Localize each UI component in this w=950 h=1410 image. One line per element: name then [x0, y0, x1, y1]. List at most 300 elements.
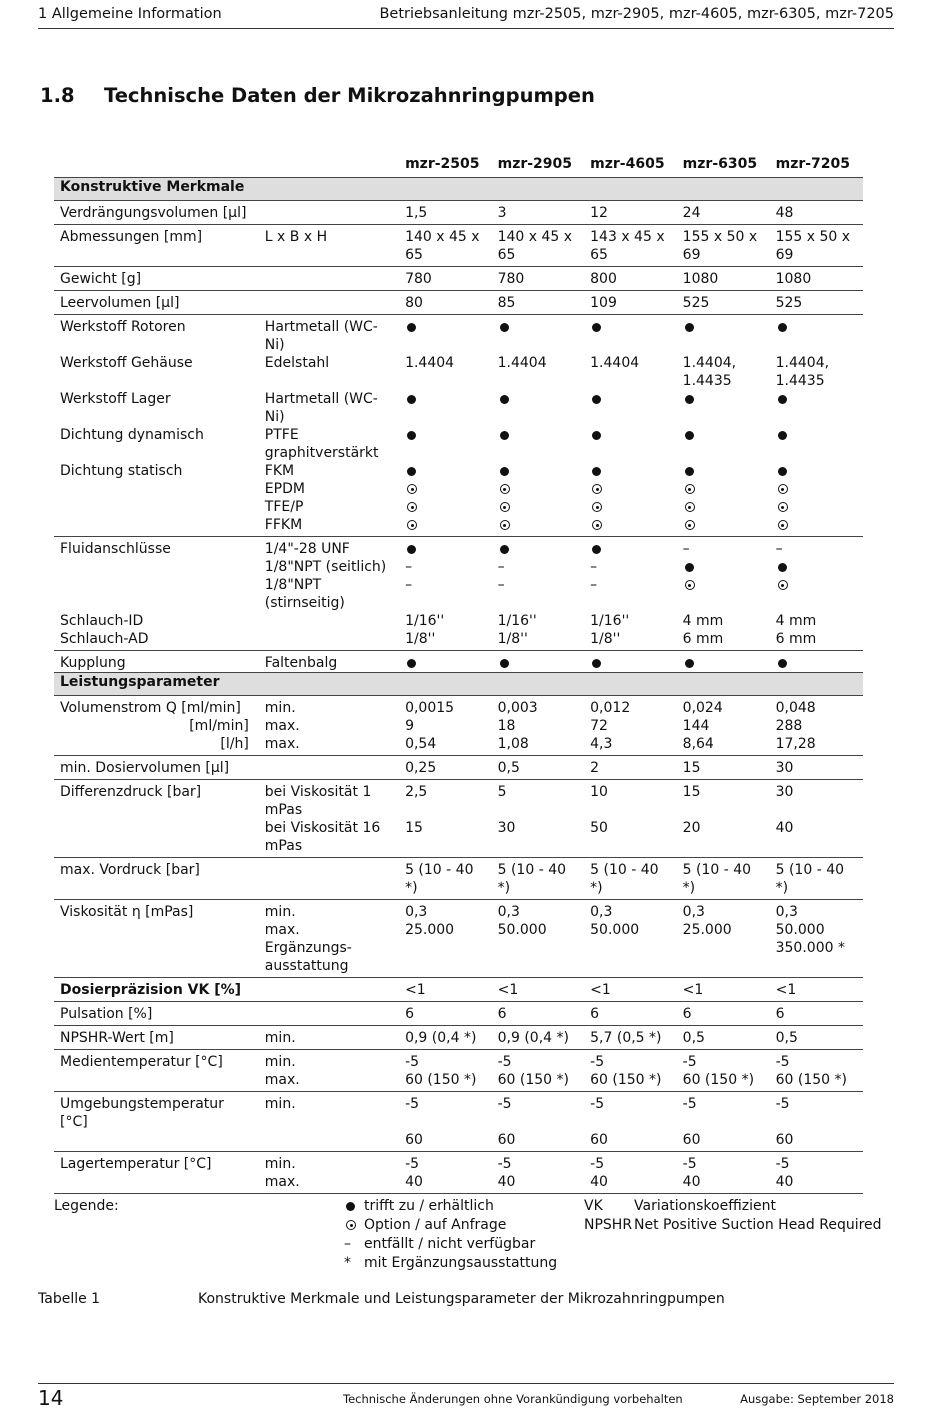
- value-cell: 4 mm: [682, 613, 724, 629]
- filled-dot-icon: [685, 431, 694, 440]
- circled-dot-icon: [592, 484, 602, 494]
- circled-dot-icon: [592, 520, 602, 530]
- legend-item: [344, 1236, 557, 1255]
- circled-dot-icon: [778, 484, 788, 494]
- row-label: NPSHR-Wert [m]: [54, 1026, 259, 1050]
- value-cell: 0,5: [770, 1026, 863, 1050]
- value-cell: [492, 480, 585, 498]
- value-cell: 6: [677, 1002, 770, 1026]
- row-sublabel: max.: [259, 1071, 399, 1092]
- value-cell: 6 mm: [677, 630, 770, 651]
- table-row: [54, 717, 863, 735]
- row-label: [54, 480, 259, 498]
- value-cell: 5,7 (0,5 *): [584, 1026, 677, 1050]
- table-row: [54, 426, 863, 462]
- value-cell: 0,012: [584, 696, 677, 718]
- value-cell: 780: [399, 267, 492, 291]
- value-cell: -5: [770, 1050, 863, 1072]
- legend-symbol: [344, 1217, 364, 1233]
- circled-dot-icon: [592, 502, 602, 512]
- value-cell: 780: [492, 267, 585, 291]
- row-label: Fluidanschlüsse: [54, 537, 259, 559]
- value-cell: [677, 576, 770, 612]
- value-cell: 525: [770, 291, 863, 315]
- value-cell: [492, 426, 585, 462]
- value-cell: [399, 516, 492, 537]
- value-cell: 5 (10 - 40 *): [677, 858, 770, 900]
- circled-dot-icon: [407, 502, 417, 512]
- value-cell: 50: [584, 819, 677, 858]
- filled-dot-icon: [407, 467, 416, 476]
- value-cell: 6: [492, 1002, 585, 1026]
- value-cell: [677, 516, 770, 537]
- row-sublabel: [259, 201, 399, 225]
- table-row: [54, 651, 863, 673]
- legend-text: trifft zu / erhältlich: [364, 1198, 494, 1214]
- row-sublabel: [259, 612, 399, 630]
- model-name: mzr-4605: [590, 156, 665, 172]
- filled-dot-icon: [592, 545, 601, 554]
- value-cell: 30: [492, 819, 585, 858]
- value-cell: [492, 390, 585, 426]
- table-row: [54, 1131, 863, 1152]
- value-cell: 30: [770, 756, 863, 780]
- filled-dot-icon: [685, 563, 694, 572]
- value-cell: 60 (150 *): [492, 1071, 585, 1092]
- row-label: [54, 1071, 259, 1092]
- circled-dot-icon: [500, 502, 510, 512]
- value-cell: [677, 315, 770, 355]
- legend-items: [344, 1198, 557, 1274]
- row-label: Schlauch-AD: [54, 630, 259, 651]
- table-row: [54, 201, 863, 225]
- circled-dot-icon: [778, 580, 788, 590]
- legend-symbol: *: [344, 1255, 351, 1271]
- filled-dot-icon: [685, 659, 694, 668]
- row-sublabel: [259, 630, 399, 651]
- value-cell: 60: [584, 1131, 677, 1152]
- table-row: [54, 1092, 863, 1132]
- value-cell: 800: [584, 267, 677, 291]
- abbreviation-text: Net Positive Suction Head Required: [634, 1217, 882, 1233]
- legend-item: [344, 1198, 557, 1217]
- row-label: min. Dosiervolumen [µl]: [54, 756, 259, 780]
- value-cell: 15: [399, 819, 492, 858]
- header-doc-title: Betriebsanleitung mzr-2505, mzr-2905, mzr-4605, mzr-6305, mzr-7205: [379, 6, 894, 22]
- value-cell: -5: [492, 1092, 585, 1132]
- value-cell: 1/8'': [399, 630, 492, 651]
- table-row: [54, 921, 863, 939]
- abbreviation: NPSHR: [584, 1217, 633, 1233]
- table-row: [54, 1071, 863, 1092]
- value-cell: 40: [677, 1173, 770, 1194]
- value-cell: 0,54: [399, 735, 492, 756]
- circled-dot-icon: [685, 520, 695, 530]
- row-sublabel: [259, 858, 399, 900]
- value-cell: [399, 939, 492, 978]
- row-sublabel: [259, 978, 399, 1002]
- value-cell: 155 x 50 x 69: [677, 225, 770, 267]
- value-cell: -5: [677, 1152, 770, 1174]
- value-cell: 1080: [770, 267, 863, 291]
- legend-symbol: [344, 1198, 364, 1214]
- value-cell: [584, 516, 677, 537]
- legend-item: [344, 1255, 557, 1274]
- value-cell: 4 mm: [775, 613, 817, 629]
- filled-dot-icon: [778, 395, 787, 404]
- value-cell: 144: [682, 718, 710, 734]
- value-cell: [399, 480, 492, 498]
- value-cell: 60: [399, 1131, 492, 1152]
- row-sublabel: [259, 756, 399, 780]
- row-label: Lagertemperatur [°C]: [54, 1152, 259, 1174]
- circled-dot-icon: [407, 484, 417, 494]
- filled-dot-icon: [407, 323, 416, 332]
- value-cell: [584, 390, 677, 426]
- row-sublabel: min.: [259, 1092, 399, 1132]
- filled-dot-icon: [592, 431, 601, 440]
- row-sublabel: bei Viskosität 16 mPas: [259, 819, 399, 858]
- value-cell: [770, 576, 863, 612]
- value-cell: [584, 480, 677, 498]
- value-cell: 10: [584, 780, 677, 820]
- row-sublabel: 1/8"NPT (stirnseitig): [264, 577, 345, 611]
- row-label: Werkstoff Gehäuse: [60, 355, 193, 371]
- value-cell: [584, 426, 677, 462]
- table-row: [54, 1173, 863, 1194]
- circled-dot-icon: [407, 520, 417, 530]
- filled-dot-icon: [500, 545, 509, 554]
- section-row: [54, 673, 863, 696]
- table-row: [54, 225, 863, 267]
- filled-dot-icon: [685, 467, 694, 476]
- value-cell: 1.4404: [405, 355, 455, 371]
- value-cell: -5: [584, 1152, 677, 1174]
- value-cell: –: [590, 559, 598, 575]
- value-cell: 0,048: [770, 696, 863, 718]
- value-cell: 15: [677, 780, 770, 820]
- value-cell: [492, 651, 585, 673]
- table-row: [54, 558, 863, 576]
- value-cell: [584, 498, 677, 516]
- value-cell: 1.4404: [497, 355, 547, 371]
- value-cell: 2: [584, 756, 677, 780]
- table-row: [54, 1026, 863, 1050]
- value-cell: -5: [399, 1050, 492, 1072]
- filled-dot-icon: [592, 467, 601, 476]
- value-cell: [677, 498, 770, 516]
- filled-dot-icon: [500, 395, 509, 404]
- value-cell: 0,9 (0,4 *): [492, 1026, 585, 1050]
- value-cell: 1.4404, 1.4435: [682, 355, 737, 389]
- value-cell: 0,0015: [399, 696, 492, 718]
- table-row: [54, 1152, 863, 1174]
- filled-dot-icon: [407, 659, 416, 668]
- value-cell: [492, 516, 585, 537]
- value-cell: -5: [492, 1152, 585, 1174]
- value-cell: 40: [584, 1173, 677, 1194]
- table-caption: [38, 1291, 725, 1307]
- table-row: [54, 1050, 863, 1072]
- abbreviation: VK: [584, 1198, 603, 1214]
- table-row: [54, 978, 863, 1002]
- row-sublabel: Hartmetall (WC-Ni): [264, 391, 378, 425]
- value-cell: 1.4404, 1.4435: [775, 355, 830, 389]
- footer-notice: Technische Änderungen ohne Vorankündigung vorbehalten: [343, 1392, 683, 1406]
- value-cell: [677, 939, 770, 978]
- value-cell: 6 mm: [770, 630, 863, 651]
- table-row: [54, 939, 863, 978]
- table-row: [54, 780, 863, 820]
- value-cell: 143 x 45 x 65: [584, 225, 677, 267]
- filled-dot-icon: [685, 395, 694, 404]
- value-cell: [770, 558, 863, 576]
- row-label: Differenzdruck [bar]: [54, 780, 259, 820]
- value-cell: 60 (150 *): [584, 1071, 677, 1092]
- table-row: [54, 354, 863, 390]
- value-cell: 5: [492, 780, 585, 820]
- model-header-row: [54, 155, 863, 178]
- value-cell: 12: [584, 201, 677, 225]
- value-cell: [492, 939, 585, 978]
- row-sublabel: min.: [259, 900, 399, 922]
- value-cell: 60: [492, 1131, 585, 1152]
- filled-dot-icon: [778, 467, 787, 476]
- value-cell: 60 (150 *): [677, 1071, 770, 1092]
- filled-dot-icon: [500, 323, 509, 332]
- section-label: Konstruktive Merkmale: [54, 178, 863, 201]
- row-sublabel: bei Viskosität 1 mPas: [259, 780, 399, 820]
- row-sublabel: Ergänzungs-ausstattung: [259, 939, 399, 978]
- table-row: [54, 858, 863, 900]
- value-cell: 6: [584, 1002, 677, 1026]
- value-cell: 1,08: [492, 735, 585, 756]
- filled-dot-icon: [407, 545, 416, 554]
- value-cell: 60: [770, 1131, 863, 1152]
- table-row: [54, 756, 863, 780]
- value-cell: [770, 462, 863, 480]
- value-cell: 9: [405, 718, 414, 734]
- value-cell: –: [497, 559, 505, 575]
- row-label: Dosierpräzision VK [%]: [54, 978, 259, 1002]
- value-cell: 50.000: [775, 922, 825, 938]
- row-label: [54, 516, 259, 537]
- circled-dot-icon: [500, 520, 510, 530]
- value-cell: [770, 480, 863, 498]
- table-row: [54, 696, 863, 718]
- table-row: [54, 576, 863, 612]
- section-title: Technische Daten der Mikrozahnringpumpen: [104, 84, 595, 107]
- circled-dot-icon: [346, 1220, 356, 1230]
- row-label: Werkstoff Rotoren: [54, 315, 259, 355]
- circled-dot-icon: [685, 484, 695, 494]
- value-cell: 25.000: [405, 922, 455, 938]
- value-cell: 1.4404: [590, 355, 640, 371]
- value-cell: 6: [399, 1002, 492, 1026]
- row-label: Gewicht [g]: [54, 267, 259, 291]
- value-cell: 288: [775, 718, 803, 734]
- value-cell: [770, 498, 863, 516]
- table-row: [54, 516, 863, 537]
- row-label: Dichtung dynamisch: [60, 427, 204, 443]
- row-label: Volumenstrom Q [ml/min]: [54, 696, 259, 718]
- value-cell: [677, 426, 770, 462]
- row-sublabel: Hartmetall (WC-Ni): [259, 315, 399, 355]
- abbreviation-text: Variationskoeffizient: [634, 1198, 776, 1214]
- value-cell: 40: [399, 1173, 492, 1194]
- row-label: [l/h]: [54, 735, 259, 756]
- value-cell: [584, 462, 677, 480]
- row-label: Dichtung statisch: [60, 463, 183, 479]
- value-cell: 0,003: [492, 696, 585, 718]
- abbreviation-item: [584, 1198, 882, 1217]
- filled-dot-icon: [500, 467, 509, 476]
- value-cell: 80: [399, 291, 492, 315]
- row-label: [54, 558, 259, 576]
- row-label: Viskosität η [mPas]: [54, 900, 259, 922]
- spec-table: [54, 155, 863, 1194]
- table-row: [54, 315, 863, 355]
- value-cell: –: [770, 537, 863, 559]
- row-sublabel: [259, 291, 399, 315]
- value-cell: 1080: [677, 267, 770, 291]
- value-cell: -5: [399, 1092, 492, 1132]
- table-row: [54, 480, 863, 498]
- value-cell: [399, 390, 492, 426]
- filled-dot-icon: [500, 431, 509, 440]
- value-cell: 30: [770, 780, 863, 820]
- value-cell: –: [405, 577, 413, 593]
- value-cell: [399, 426, 492, 462]
- model-name: mzr-2905: [497, 156, 573, 172]
- value-cell: 3: [492, 201, 585, 225]
- row-sublabel: 1/8"NPT (seitlich): [264, 559, 387, 575]
- value-cell: 0,3: [399, 900, 492, 922]
- value-cell: -5: [399, 1152, 492, 1174]
- row-sublabel: EPDM: [264, 481, 305, 497]
- section-label: Leistungsparameter: [54, 673, 863, 696]
- value-cell: 1/16'': [590, 613, 630, 629]
- table-row: [54, 462, 863, 480]
- value-cell: 1/8'': [492, 630, 585, 651]
- value-cell: 0,3: [584, 900, 677, 922]
- circled-dot-icon: [500, 484, 510, 494]
- value-cell: 0,3: [492, 900, 585, 922]
- row-label: Umgebungstemperatur [°C]: [54, 1092, 259, 1132]
- table-row: [54, 819, 863, 858]
- value-cell: 15: [677, 756, 770, 780]
- row-sublabel: [259, 267, 399, 291]
- row-label: [54, 921, 259, 939]
- legend-text: Option / auf Anfrage: [364, 1217, 507, 1233]
- value-cell: -5: [677, 1092, 770, 1132]
- value-cell: [770, 651, 863, 673]
- row-label: [54, 576, 259, 612]
- row-sublabel: Faltenbalg: [259, 651, 399, 673]
- row-label: Schlauch-ID: [60, 613, 144, 629]
- value-cell: -5: [584, 1050, 677, 1072]
- abbreviation-item: [584, 1217, 882, 1236]
- value-cell: -5: [770, 1092, 863, 1132]
- value-cell: 0,3: [677, 900, 770, 922]
- model-name: mzr-2505: [405, 156, 480, 172]
- value-cell: 1/8'': [584, 630, 677, 651]
- value-cell: [677, 651, 770, 673]
- caption-label: Tabelle 1: [38, 1291, 101, 1307]
- circled-dot-icon: [778, 502, 788, 512]
- filled-dot-icon: [407, 431, 416, 440]
- filled-dot-icon: [778, 659, 787, 668]
- row-sublabel: [259, 1002, 399, 1026]
- value-cell: 525: [677, 291, 770, 315]
- row-sublabel: min.: [259, 696, 399, 718]
- row-sublabel: [259, 1131, 399, 1152]
- table-row: [54, 612, 863, 630]
- legend-symbol: –: [344, 1236, 351, 1252]
- value-cell: 48: [770, 201, 863, 225]
- row-sublabel: min.: [259, 1026, 399, 1050]
- legend-label: Legende:: [54, 1198, 119, 1214]
- value-cell: -5: [584, 1092, 677, 1132]
- section-heading: [40, 84, 595, 107]
- row-label: [54, 498, 259, 516]
- row-sublabel: min.: [259, 1050, 399, 1072]
- row-sublabel: FKM: [264, 463, 295, 479]
- value-cell: [770, 390, 863, 426]
- value-cell: 0,9 (0,4 *): [399, 1026, 492, 1050]
- value-cell: -5: [770, 1152, 863, 1174]
- table-row: [54, 291, 863, 315]
- value-cell: -5: [677, 1050, 770, 1072]
- value-cell: 0,25: [399, 756, 492, 780]
- value-cell: [677, 390, 770, 426]
- value-cell: <1: [770, 978, 863, 1002]
- row-label: [54, 1131, 259, 1152]
- page-header: [38, 6, 894, 29]
- table-row: [54, 630, 863, 651]
- row-label: Verdrängungsvolumen [µl]: [54, 201, 259, 225]
- value-cell: 60 (150 *): [770, 1071, 863, 1092]
- table-row: [54, 390, 863, 426]
- row-label: max. Vordruck [bar]: [54, 858, 259, 900]
- value-cell: 20: [677, 819, 770, 858]
- value-cell: 72: [590, 718, 608, 734]
- filled-dot-icon: [778, 431, 787, 440]
- caption-text: Konstruktive Merkmale und Leistungsparameter der Mikrozahnringpumpen: [198, 1291, 725, 1307]
- row-sublabel: max.: [264, 718, 300, 734]
- value-cell: –: [497, 577, 505, 593]
- value-cell: [492, 462, 585, 480]
- filled-dot-icon: [500, 659, 509, 668]
- row-label: Kupplung: [54, 651, 259, 673]
- row-label: Abmessungen [mm]: [54, 225, 259, 267]
- value-cell: [584, 939, 677, 978]
- table-row: [54, 537, 863, 559]
- value-cell: 60: [677, 1131, 770, 1152]
- circled-dot-icon: [778, 520, 788, 530]
- row-label: [54, 819, 259, 858]
- row-sublabel: max.: [259, 735, 399, 756]
- filled-dot-icon: [407, 395, 416, 404]
- row-label: Pulsation [%]: [54, 1002, 259, 1026]
- model-name: mzr-7205: [775, 156, 851, 172]
- value-cell: <1: [584, 978, 677, 1002]
- filled-dot-icon: [346, 1202, 355, 1211]
- row-sublabel: min.: [259, 1152, 399, 1174]
- row-sublabel: L x B x H: [259, 225, 399, 267]
- filled-dot-icon: [778, 563, 787, 572]
- value-cell: 4,3: [584, 735, 677, 756]
